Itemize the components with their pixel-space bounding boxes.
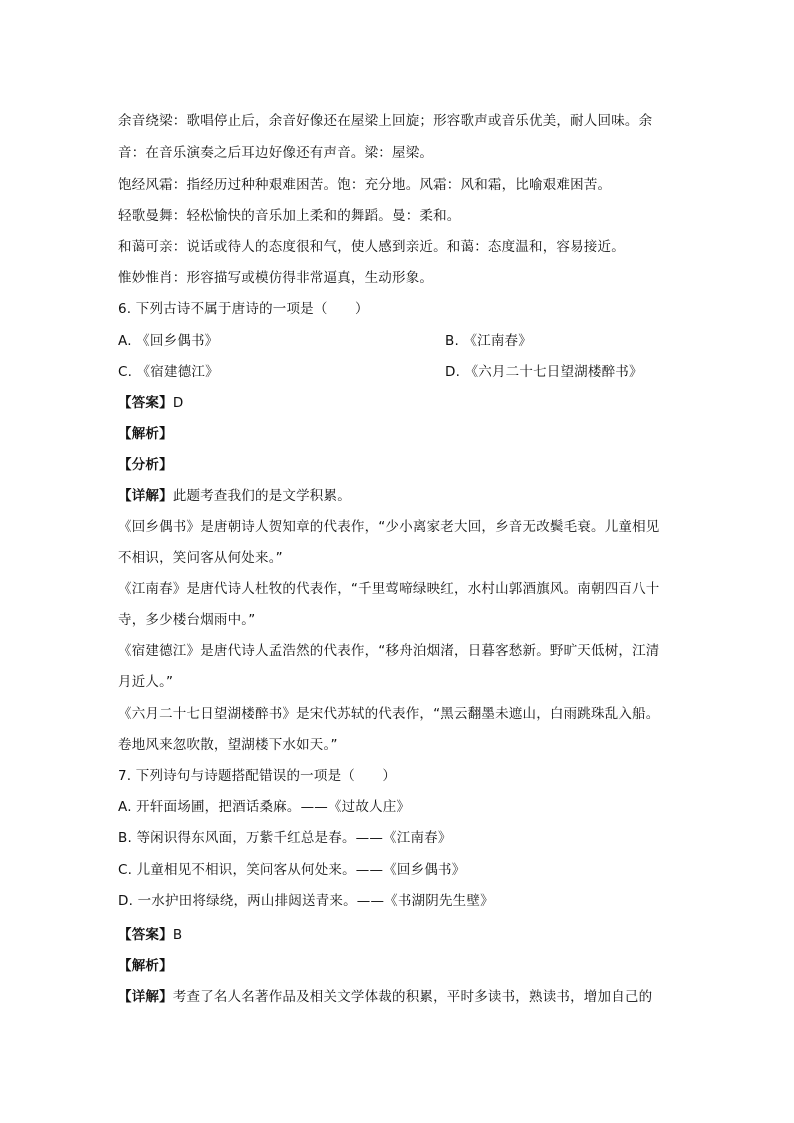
question-7-option-d: D. 一水护田将绿绕，两山排闼送青来。——《书湖阴先生壁》 — [118, 893, 494, 909]
explanation-line: 卷地风来忽吹散，望湖楼下水如天。” — [118, 737, 338, 753]
explanation-line: 寺，多少楼台烟雨中。” — [118, 612, 256, 628]
question-6-detail — [118, 486, 351, 506]
answer-tag: 【答案】 — [118, 395, 173, 411]
question-7-option-c: C. 儿童相见不相识，笑问客从何处来。——《回乡偶书》 — [118, 862, 466, 878]
explanation-line: 《六月二十七日望湖楼醉书》是宋代苏轼的代表作，“黑云翻墨未遮山，白雨跳珠乱入船。 — [118, 706, 660, 722]
explanation-line: 《宿建德江》是唐代诗人孟浩然的代表作，“移舟泊烟渚，日暮客愁新。野旷天低树，江清 — [118, 643, 660, 659]
explanation-line: 不相识，笑问客从何处来。” — [118, 550, 283, 566]
detail-text: 此题考查我们的是文学积累。 — [172, 488, 351, 504]
question-6-option-c: C. 《宿建德江》 — [118, 364, 219, 380]
paragraph-yuyinraoliang-line1: 余音绕梁：歌唱停止后，余音好像还在屋梁上回旋；形容歌声或音乐优美，耐人回味。余 — [118, 113, 653, 129]
question-7-stem: 7. 下列诗句与诗题搭配错误的一项是（ ） — [118, 768, 397, 784]
paragraph-heaikeqin: 和蔼可亲：说话或待人的态度很和气，使人感到亲近。和蔼：态度温和，容易接近。 — [118, 239, 625, 255]
paragraph-qinggemanwu: 轻歌曼舞：轻松愉快的音乐加上柔和的舞蹈。曼：柔和。 — [118, 208, 461, 224]
answer-tag: 【答案】 — [118, 927, 173, 943]
detail-tag: 【详解】 — [118, 488, 173, 504]
paragraph-yuyinraoliang-line2: 音：在音乐演奏之后耳边好像还有声音。梁：屋梁。 — [118, 145, 434, 161]
question-6-breakdown-tag: 【分析】 — [118, 457, 173, 473]
detail-tag: 【详解】 — [118, 989, 173, 1005]
question-7-analysis-tag: 【解析】 — [118, 958, 173, 974]
question-6-option-d: D. 《六月二十七日望湖楼醉书》 — [445, 364, 643, 380]
question-6-option-a: A. 《回乡偶书》 — [118, 333, 219, 349]
answer-value: D — [172, 395, 184, 411]
question-6-option-b: B. 《江南春》 — [445, 333, 532, 349]
question-6-analysis-tag: 【解析】 — [118, 426, 173, 442]
paragraph-weimiaoweixiao: 惟妙惟肖：形容描写或模仿得非常逼真，生动形象。 — [118, 270, 434, 286]
question-7-detail — [118, 987, 652, 1007]
paragraph-baojingfengshuang: 饱经风霜：指经历过种种艰难困苦。饱：充分地。风霜：风和霜，比喻艰难困苦。 — [118, 177, 612, 193]
explanation-line: 《回乡偶书》是唐朝诗人贺知章的代表作，“少小离家老大回，乡音无改鬓毛衰。儿童相见 — [118, 519, 660, 535]
answer-value: B — [172, 927, 183, 943]
detail-text: 考查了名人名著作品及相关文学体裁的积累，平时多读书，熟读书，增加自己的 — [172, 989, 653, 1005]
question-7-option-a: A. 开轩面场圃，把酒话桑麻。——《过故人庄》 — [118, 799, 411, 815]
question-6-answer — [118, 393, 183, 413]
explanation-line: 《江南春》是唐代诗人杜牧的代表作，“千里莺啼绿映红，水村山郭酒旗风。南朝四百八十 — [118, 581, 660, 597]
question-6-stem: 6. 下列古诗不属于唐诗的一项是（ ） — [118, 301, 369, 317]
explanation-line: 月近人。” — [118, 674, 174, 690]
question-7-answer — [118, 925, 182, 945]
question-7-option-b: B. 等闲识得东风面，万紫千红总是春。——《江南春》 — [118, 830, 452, 846]
